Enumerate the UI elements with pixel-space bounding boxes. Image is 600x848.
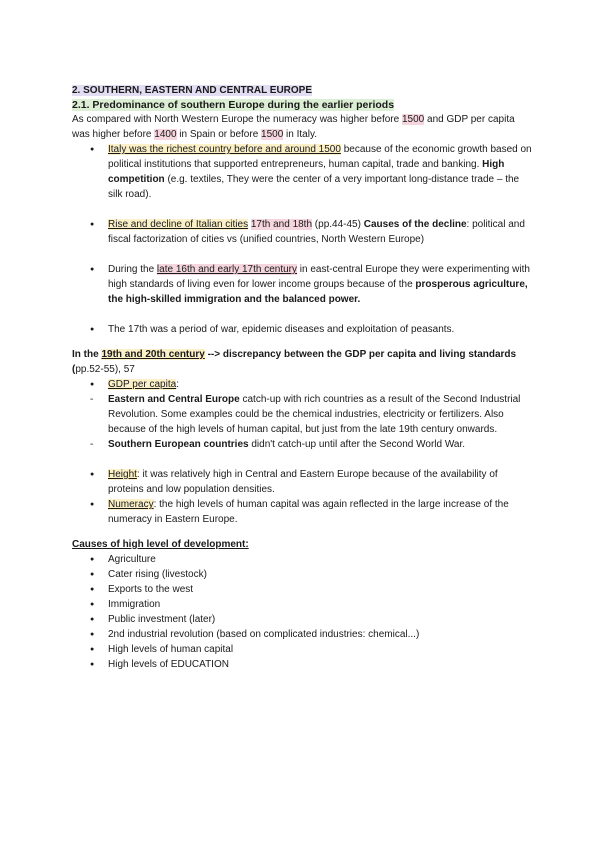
period-heading: In the 19th and 20th century --> discrepancy between the GDP per capita and living standards (pp.52-55), 57 (72, 349, 517, 375)
list-item: ● The 17th was a period of war, epidemic diseases and exploitation of peasants. (72, 322, 532, 337)
section-title: 2. SOUTHERN, EASTERN AND CENTRAL EUROPE (72, 85, 313, 96)
list-item: ● High levels of EDUCATION (72, 657, 532, 672)
list-item: ● Public investment (later) (72, 612, 532, 627)
intro-paragraph: As compared with North Western Europe the numeracy was higher before 1500 and GDP per capita was higher before 1400 in Spain or before 1500 in Italy. (72, 114, 515, 140)
list-item: ● Numeracy: the high levels of human capital was again reflected in the large increase of the numeracy in Eastern Europe. (72, 497, 532, 527)
list-item: ● Height: it was relatively high in Central and Eastern Europe because of the availability of proteins and low population densities. (72, 467, 532, 497)
list-item: ● Rise and decline of Italian cities 17th and 18th (pp.44-45) Causes of the decline: political and fiscal factorization of cities vs (unified countries, North Western Europe) (72, 217, 532, 247)
bullet-list-indicators (72, 377, 532, 527)
list-item: ● During the late 16th and early 17th century in east-central Europe they were experimenting with high standards of living even for lower income groups because of the prosperous agriculture, the high-skilled immigration and the balanced power. (72, 262, 532, 307)
list-item: ● Italy was the richest country before and around 1500 because of the economic growth based on political institutions that supported entrepreneurs, human capital, trade and banking. High competition (e.g. textiles, They were the center of a very important long-distance trade – the silk road). (72, 142, 532, 202)
causes-list (72, 552, 532, 672)
year-highlight: 1500 (261, 129, 284, 140)
list-item: ● Immigration (72, 597, 532, 612)
list-item: ● Agriculture (72, 552, 532, 567)
list-item: ● Cater rising (livestock) (72, 567, 532, 582)
subsection-title: 2.1. Predominance of southern Europe during the earlier periods (72, 99, 395, 111)
year-highlight: 1400 (154, 129, 177, 140)
list-item: ● High levels of human capital (72, 642, 532, 657)
year-highlight: 1500 (401, 114, 425, 125)
list-item: ● 2nd industrial revolution (based on complicated industries: chemical...) (72, 627, 532, 642)
bullet-list-periods (72, 142, 532, 337)
list-item: - Eastern and Central Europe catch-up with rich countries as a result of the Second Industrial Revolution. Some examples could be the chemical industries, electricity or fertilizers. Also because of the high levels of human capital, but just from the late 19th century onwards. (72, 392, 532, 437)
list-item: - Southern European countries didn't catch-up until after the Second World War. (72, 437, 532, 452)
document-page (72, 84, 532, 672)
list-item: ● Exports to the west (72, 582, 532, 597)
list-item: ● GDP per capita: (72, 377, 532, 392)
causes-heading: Causes of high level of development: (72, 539, 249, 550)
